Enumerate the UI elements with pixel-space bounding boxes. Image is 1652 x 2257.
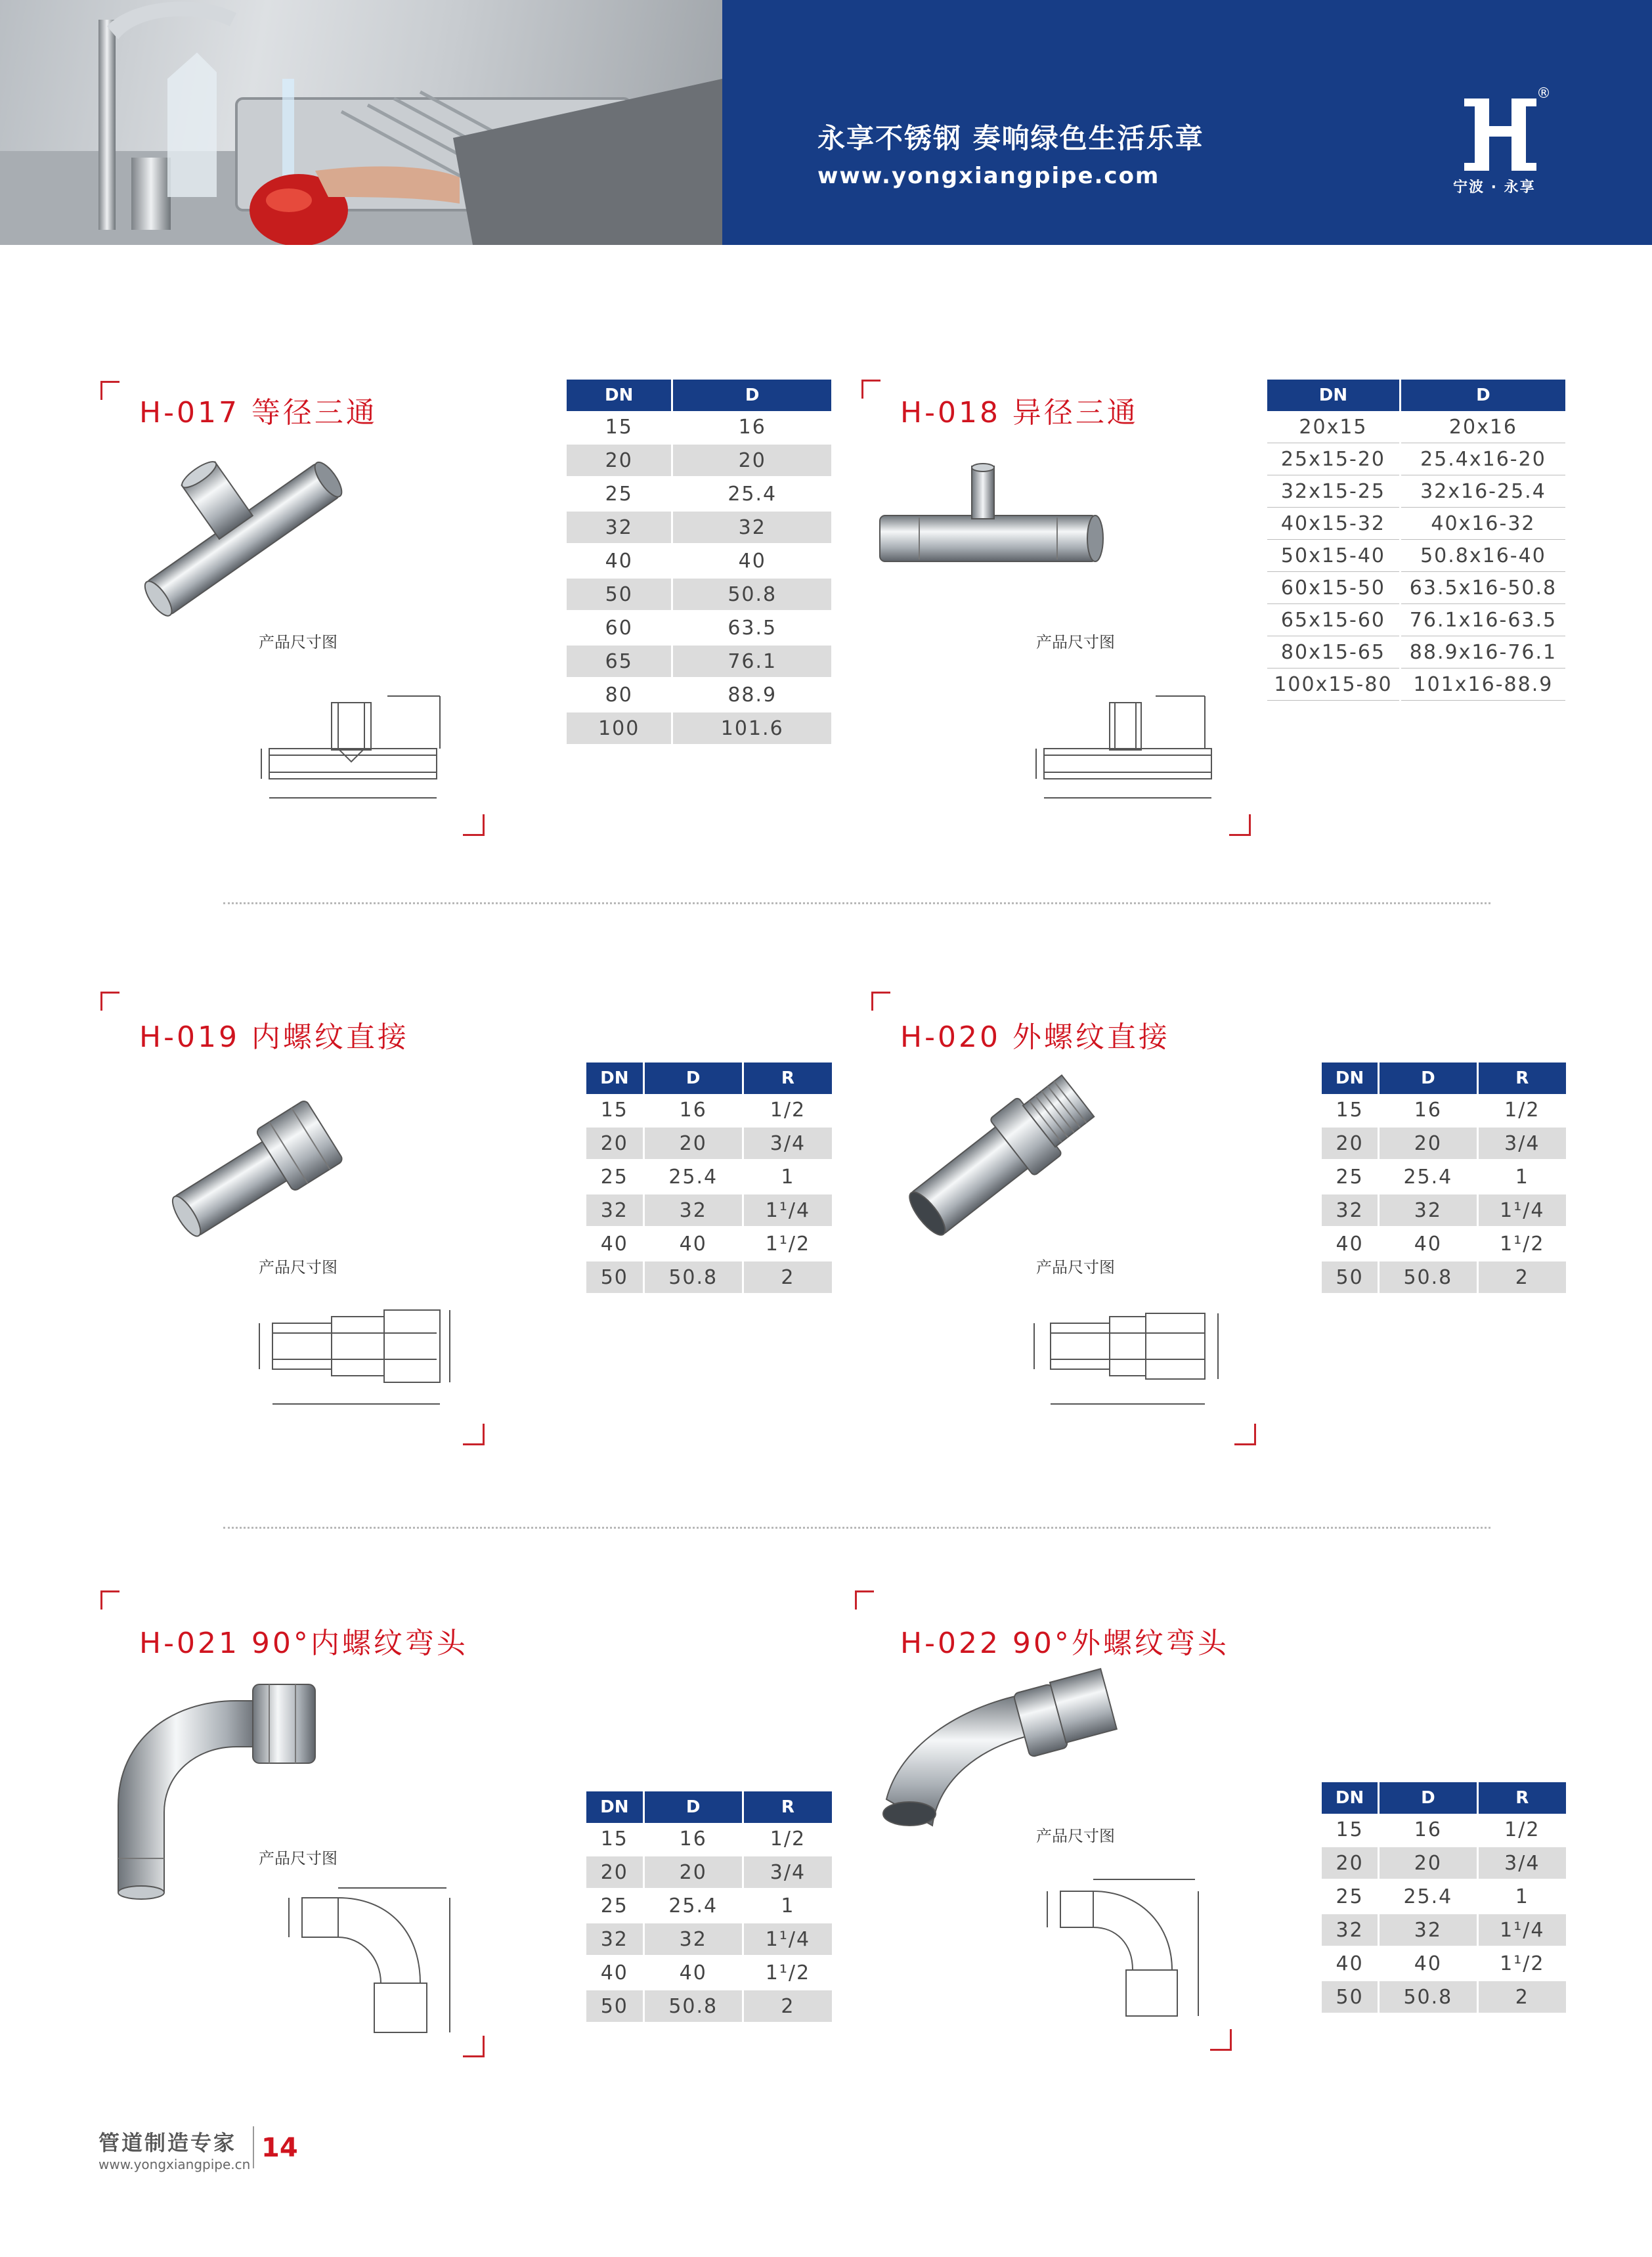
table-cell: 1¹/2 xyxy=(1477,1947,1566,1981)
table-row xyxy=(1322,1880,1566,1914)
table-cell: 1 xyxy=(1477,1160,1566,1194)
brand-logo-caption: 宁波 · 永享 xyxy=(1453,179,1536,196)
table-cell: 15 xyxy=(567,411,672,444)
table-cell: 40 xyxy=(1379,1227,1477,1261)
table-header-cell: D xyxy=(1379,1782,1477,1814)
table-row xyxy=(1267,443,1565,475)
table-header-cell: DN xyxy=(1267,380,1400,411)
table-cell: 16 xyxy=(1379,1814,1477,1847)
table-row xyxy=(567,712,831,745)
table-cell: 50 xyxy=(586,1990,643,2023)
table-row xyxy=(586,1923,832,1956)
header-url: www.yongxiangpipe.com xyxy=(817,163,1160,189)
table-cell: 1¹/2 xyxy=(743,1956,832,1990)
dimension-drawing xyxy=(1011,1307,1241,1418)
spec-table xyxy=(567,380,831,746)
table-row xyxy=(1322,1847,1566,1880)
dimension-drawing-label: 产品尺寸图 xyxy=(1036,1827,1115,1845)
section-corner-bottom xyxy=(463,2036,485,2057)
table-cell: 40 xyxy=(1379,1947,1477,1981)
table-row xyxy=(1267,668,1565,701)
product-photo-male-elbow xyxy=(880,1668,1129,1839)
table-cell: 1/2 xyxy=(743,1823,832,1856)
table-row xyxy=(567,678,831,712)
table-row xyxy=(1322,1127,1566,1160)
table-cell: 20 xyxy=(643,1856,743,1889)
table-cell: 1/2 xyxy=(1477,1094,1566,1127)
table-cell: 60x15-50 xyxy=(1267,572,1400,604)
table-cell: 1¹/2 xyxy=(743,1227,832,1261)
table-cell: 15 xyxy=(586,1823,643,1856)
table-header-cell: D xyxy=(1379,1063,1477,1094)
table-cell: 32x15-25 xyxy=(1267,475,1400,508)
table-header-cell: DN xyxy=(586,1063,643,1094)
table-cell: 20 xyxy=(586,1127,643,1160)
section-title: H-017 等径三通 xyxy=(139,396,378,429)
table-cell: 101x16-88.9 xyxy=(1400,668,1565,701)
table-row xyxy=(586,1194,832,1227)
section-title: H-019 内螺纹直接 xyxy=(139,1020,409,1054)
footer-url: www.yongxiangpipe.cn xyxy=(98,2157,251,2172)
table-header-cell: DN xyxy=(1322,1782,1379,1814)
table-cell: 32 xyxy=(1322,1914,1379,1947)
table-cell: 25.4 xyxy=(1379,1160,1477,1194)
table-row xyxy=(567,544,831,578)
table-cell: 40 xyxy=(672,544,831,578)
table-row xyxy=(1322,1194,1566,1227)
table-cell: 16 xyxy=(643,1823,743,1856)
table-cell: 20 xyxy=(1322,1847,1379,1880)
table-cell: 50x15-40 xyxy=(1267,540,1400,572)
footer-title: 管道制造专家 xyxy=(98,2130,237,2155)
section-divider xyxy=(223,1527,1490,1529)
table-cell: 1¹/4 xyxy=(1477,1914,1566,1947)
table-cell: 50 xyxy=(586,1261,643,1294)
section-title: H-021 90°内螺纹弯头 xyxy=(139,1627,468,1660)
table-cell: 20 xyxy=(1379,1847,1477,1880)
table-cell: 50 xyxy=(1322,1981,1379,2014)
section-corner-bottom xyxy=(1229,814,1251,836)
product-photo-female-elbow xyxy=(105,1681,328,1904)
table-cell: 1/2 xyxy=(743,1094,832,1127)
table-row xyxy=(567,411,831,444)
section-title: H-022 90°外螺纹弯头 xyxy=(900,1627,1229,1660)
spec-table xyxy=(1267,380,1565,701)
table-cell: 50.8 xyxy=(672,578,831,611)
table-cell: 40 xyxy=(567,544,672,578)
table-header-cell: D xyxy=(1400,380,1565,411)
dimension-drawing xyxy=(276,1885,473,2042)
table-cell: 1¹/2 xyxy=(1477,1227,1566,1261)
table-cell: 40 xyxy=(1322,1227,1379,1261)
table-row xyxy=(1322,1814,1566,1847)
table-row xyxy=(1267,540,1565,572)
table-cell: 40 xyxy=(1322,1947,1379,1981)
footer-separator xyxy=(253,2126,254,2168)
section-corner-top xyxy=(100,381,120,400)
section-corner-top xyxy=(100,1590,120,1610)
table-row xyxy=(1322,1914,1566,1947)
table-header-row xyxy=(1322,1782,1566,1814)
table-cell: 25 xyxy=(567,477,672,511)
table-cell: 50.8 xyxy=(643,1261,743,1294)
dimension-drawing xyxy=(256,683,453,814)
table-cell: 1 xyxy=(1477,1880,1566,1914)
table-cell: 63.5x16-50.8 xyxy=(1400,572,1565,604)
dimension-drawing-label: 产品尺寸图 xyxy=(1036,1258,1115,1277)
table-cell: 65x15-60 xyxy=(1267,604,1400,636)
table-row xyxy=(1267,636,1565,668)
table-cell: 25.4 xyxy=(1379,1880,1477,1914)
table-cell: 32 xyxy=(586,1923,643,1956)
product-photo-male-adapter xyxy=(893,1064,1110,1248)
table-cell: 50 xyxy=(1322,1261,1379,1294)
table-header-cell: DN xyxy=(586,1791,643,1823)
table-row xyxy=(586,1956,832,1990)
table-header-row xyxy=(1267,380,1565,411)
table-cell: 32 xyxy=(1379,1194,1477,1227)
table-cell: 20 xyxy=(567,444,672,477)
table-cell: 32x16-25.4 xyxy=(1400,475,1565,508)
table-row xyxy=(1267,572,1565,604)
table-cell: 76.1x16-63.5 xyxy=(1400,604,1565,636)
table-row xyxy=(1267,411,1565,443)
header-slogan: 永享不锈钢 奏响绿色生活乐章 xyxy=(817,122,1204,154)
table-cell: 20 xyxy=(1322,1127,1379,1160)
dimension-drawing-label: 产品尺寸图 xyxy=(259,633,337,651)
table-cell: 1 xyxy=(743,1889,832,1923)
table-cell: 16 xyxy=(1379,1094,1477,1127)
table-cell: 25.4 xyxy=(672,477,831,511)
table-cell: 32 xyxy=(567,511,672,544)
spec-table xyxy=(586,1791,832,2024)
table-row xyxy=(586,1261,832,1294)
table-row xyxy=(586,1856,832,1889)
table-cell: 25.4x16-20 xyxy=(1400,443,1565,475)
table-header-cell: D xyxy=(643,1063,743,1094)
table-cell: 2 xyxy=(743,1261,832,1294)
table-row xyxy=(586,1889,832,1923)
table-cell: 88.9 xyxy=(672,678,831,712)
table-cell: 25.4 xyxy=(643,1160,743,1194)
table-cell: 40x15-32 xyxy=(1267,508,1400,540)
table-cell: 32 xyxy=(643,1923,743,1956)
table-cell: 63.5 xyxy=(672,611,831,645)
table-cell: 101.6 xyxy=(672,712,831,745)
table-row xyxy=(567,611,831,645)
table-cell: 20 xyxy=(586,1856,643,1889)
section-title: H-018 异径三通 xyxy=(900,396,1139,429)
table-cell: 50.8 xyxy=(643,1990,743,2023)
table-cell: 40 xyxy=(643,1956,743,1990)
table-cell: 40 xyxy=(643,1227,743,1261)
table-cell: 100x15-80 xyxy=(1267,668,1400,701)
table-row xyxy=(567,477,831,511)
table-row xyxy=(586,1094,832,1127)
table-cell: 1 xyxy=(743,1160,832,1194)
table-cell: 2 xyxy=(743,1990,832,2023)
table-header-cell: R xyxy=(1477,1063,1566,1094)
table-header-row xyxy=(1322,1063,1566,1094)
table-cell: 50.8 xyxy=(1379,1981,1477,2014)
table-row xyxy=(586,1127,832,1160)
table-cell: 65 xyxy=(567,645,672,678)
table-cell: 40 xyxy=(586,1227,643,1261)
table-cell: 16 xyxy=(672,411,831,444)
table-row xyxy=(1322,1227,1566,1261)
table-cell: 80 xyxy=(567,678,672,712)
table-row xyxy=(1322,1261,1566,1294)
table-cell: 15 xyxy=(1322,1814,1379,1847)
section-corner-bottom xyxy=(1234,1424,1256,1445)
table-header-cell: D xyxy=(643,1791,743,1823)
table-cell: 20x16 xyxy=(1400,411,1565,443)
table-cell: 40x16-32 xyxy=(1400,508,1565,540)
table-cell: 25.4 xyxy=(643,1889,743,1923)
table-header-row xyxy=(567,380,831,411)
table-cell: 25 xyxy=(586,1889,643,1923)
table-row xyxy=(567,444,831,477)
table-cell: 50 xyxy=(567,578,672,611)
table-row xyxy=(1322,1947,1566,1981)
spec-table xyxy=(586,1063,832,1295)
table-cell: 100 xyxy=(567,712,672,745)
table-cell: 25 xyxy=(586,1160,643,1194)
table-header-row xyxy=(586,1063,832,1094)
table-cell: 16 xyxy=(643,1094,743,1127)
table-cell: 88.9x16-76.1 xyxy=(1400,636,1565,668)
table-row xyxy=(1267,604,1565,636)
header-photo xyxy=(0,0,722,245)
section-corner-top xyxy=(871,992,890,1011)
table-cell: 25 xyxy=(1322,1880,1379,1914)
dimension-drawing-label: 产品尺寸图 xyxy=(1036,633,1115,651)
table-cell: 32 xyxy=(1322,1194,1379,1227)
page-number: 14 xyxy=(261,2133,298,2163)
table-cell: 25 xyxy=(1322,1160,1379,1194)
table-row xyxy=(1267,475,1565,508)
table-row xyxy=(1322,1094,1566,1127)
table-cell: 1¹/4 xyxy=(743,1923,832,1956)
table-cell: 20 xyxy=(672,444,831,477)
table-cell: 15 xyxy=(586,1094,643,1127)
table-cell: 3/4 xyxy=(743,1856,832,1889)
table-cell: 3/4 xyxy=(1477,1847,1566,1880)
table-cell: 15 xyxy=(1322,1094,1379,1127)
table-cell: 25x15-20 xyxy=(1267,443,1400,475)
table-cell: 1¹/4 xyxy=(743,1194,832,1227)
table-header-cell: DN xyxy=(567,380,672,411)
table-cell: 50.8x16-40 xyxy=(1400,540,1565,572)
table-row xyxy=(1267,508,1565,540)
table-row xyxy=(1322,1160,1566,1194)
table-cell: 40 xyxy=(586,1956,643,1990)
table-cell: 50.8 xyxy=(1379,1261,1477,1294)
table-cell: 60 xyxy=(567,611,672,645)
section-corner-bottom xyxy=(463,1424,485,1445)
table-header-row xyxy=(586,1791,832,1823)
table-cell: 32 xyxy=(643,1194,743,1227)
table-header-cell: R xyxy=(743,1063,832,1094)
table-cell: 1/2 xyxy=(1477,1814,1566,1847)
dimension-drawing-label: 产品尺寸图 xyxy=(259,1258,337,1277)
spec-table xyxy=(1322,1782,1566,2015)
section-corner-bottom xyxy=(463,814,485,836)
table-row xyxy=(586,1227,832,1261)
section-corner-bottom xyxy=(1210,2029,1232,2051)
table-cell: 80x15-65 xyxy=(1267,636,1400,668)
table-cell: 32 xyxy=(672,511,831,544)
table-cell: 20 xyxy=(643,1127,743,1160)
dimension-drawing-label: 产品尺寸图 xyxy=(259,1849,337,1868)
table-cell: 3/4 xyxy=(1477,1127,1566,1160)
table-cell: 20 xyxy=(1379,1127,1477,1160)
table-cell: 32 xyxy=(586,1194,643,1227)
table-row xyxy=(567,511,831,544)
section-corner-top xyxy=(100,992,120,1011)
table-cell: 20x15 xyxy=(1267,411,1400,443)
product-photo-reducing-tee xyxy=(873,460,1110,578)
table-header-cell: R xyxy=(1477,1782,1566,1814)
table-row xyxy=(1322,1981,1566,2014)
table-row xyxy=(586,1160,832,1194)
dimension-drawing xyxy=(240,1307,476,1418)
table-header-cell: DN xyxy=(1322,1063,1379,1094)
table-cell: 3/4 xyxy=(743,1127,832,1160)
section-corner-top xyxy=(861,380,880,399)
section-corner-top xyxy=(855,1590,874,1610)
dimension-drawing xyxy=(1034,1872,1231,2029)
section-title: H-020 外螺纹直接 xyxy=(900,1020,1170,1054)
table-cell: 76.1 xyxy=(672,645,831,678)
section-divider xyxy=(223,902,1490,904)
brand-logo xyxy=(1458,92,1543,177)
table-cell: 32 xyxy=(1379,1914,1477,1947)
product-photo-equal-tee xyxy=(131,447,355,630)
spec-table xyxy=(1322,1063,1566,1295)
table-row xyxy=(586,1990,832,2023)
table-header-cell: D xyxy=(672,380,831,411)
table-header-cell: R xyxy=(743,1791,832,1823)
table-cell: 2 xyxy=(1477,1261,1566,1294)
table-row xyxy=(567,645,831,678)
dimension-drawing xyxy=(1031,683,1228,814)
registered-mark: ® xyxy=(1536,85,1551,102)
table-cell: 2 xyxy=(1477,1981,1566,2014)
table-row xyxy=(586,1823,832,1856)
table-row xyxy=(567,578,831,611)
product-photo-female-adapter xyxy=(158,1077,355,1261)
table-cell: 1¹/4 xyxy=(1477,1194,1566,1227)
